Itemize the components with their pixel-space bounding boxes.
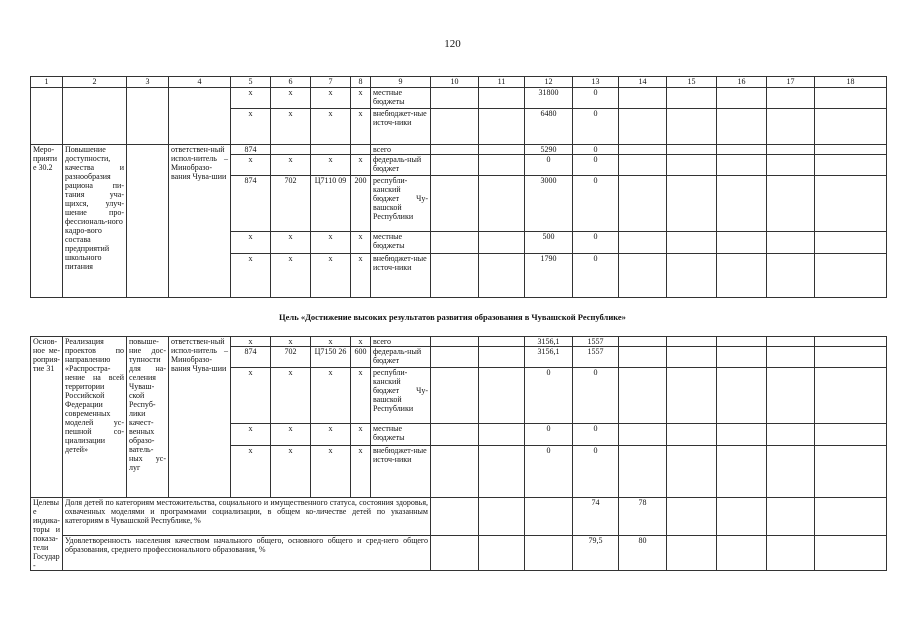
- cell: 500: [525, 232, 573, 254]
- cell: [479, 145, 525, 155]
- cell: 6480: [525, 109, 573, 145]
- cell: х: [231, 368, 271, 424]
- cell: [815, 368, 887, 424]
- cell: [667, 368, 717, 424]
- goal-title: Цель «Достижение высоких результатов развития образования в Чувашской Республике»: [279, 312, 626, 322]
- indicator-text: Удовлетворенность населения качеством начального общего, основного общего и сред-него общего образования, среднего профессионального образования, %: [63, 536, 431, 571]
- cell: [717, 254, 767, 298]
- cell: [767, 145, 815, 155]
- cell: [815, 109, 887, 145]
- cell: [815, 155, 887, 176]
- cell: [667, 254, 717, 298]
- cell: [767, 446, 815, 498]
- col-header: 3: [127, 77, 169, 88]
- cell: [431, 145, 479, 155]
- table-row: [31, 88, 887, 109]
- cell: [619, 109, 667, 145]
- cell: [717, 536, 767, 571]
- col-header: 18: [815, 77, 887, 88]
- cell: [667, 109, 717, 145]
- cell: [431, 337, 479, 347]
- cell: х: [231, 88, 271, 109]
- cell: федераль-ный бюджет: [371, 155, 431, 176]
- cell: [127, 145, 169, 298]
- measure-label: Основ-ное ме-роприя-тие 31: [31, 337, 63, 498]
- col-header: 8: [351, 77, 371, 88]
- cell: [619, 176, 667, 232]
- page-number: 120: [444, 38, 461, 50]
- cell: всего: [371, 145, 431, 155]
- cell: х: [351, 446, 371, 498]
- cell: х: [311, 109, 351, 145]
- cell: [717, 347, 767, 368]
- cell: [667, 337, 717, 347]
- cell: 1557: [573, 347, 619, 368]
- cell: [525, 536, 573, 571]
- cell: 0: [573, 254, 619, 298]
- cell: х: [231, 446, 271, 498]
- col-header: 6: [271, 77, 311, 88]
- cell: [815, 498, 887, 536]
- cell: [479, 155, 525, 176]
- column-header-row: [31, 77, 887, 88]
- cell: [311, 145, 351, 155]
- cell: внебюджет-ные источ-ники: [371, 446, 431, 498]
- table-row: [31, 536, 887, 571]
- cell: х: [351, 88, 371, 109]
- cell: [767, 109, 815, 145]
- col-header: 13: [573, 77, 619, 88]
- cell: [667, 424, 717, 446]
- cell: [431, 88, 479, 109]
- cell: 31800: [525, 88, 573, 109]
- cell: 702: [271, 176, 311, 232]
- cell: х: [231, 155, 271, 176]
- cell: [479, 368, 525, 424]
- cell: х: [311, 368, 351, 424]
- cell: республи-канский бюджет Чу-вашской Республики: [371, 368, 431, 424]
- cell: [479, 337, 525, 347]
- cell: 0: [573, 88, 619, 109]
- cell: [619, 446, 667, 498]
- cell: [667, 536, 717, 571]
- cell: 0: [525, 424, 573, 446]
- cell: 1557: [573, 337, 619, 347]
- cell: [667, 232, 717, 254]
- cell: [815, 232, 887, 254]
- cell: х: [231, 232, 271, 254]
- cell: федераль-ный бюджет: [371, 347, 431, 368]
- cell: местные бюджеты: [371, 88, 431, 109]
- cell: [127, 88, 169, 145]
- responsible-executor: ответствен-ный испол-нитель – Минобразо-вания Чува-шии: [169, 337, 231, 498]
- cell: [619, 337, 667, 347]
- cell: х: [351, 368, 371, 424]
- cell: 3156,1: [525, 347, 573, 368]
- cell: х: [271, 88, 311, 109]
- upper-table: [30, 76, 887, 298]
- cell: 0: [573, 446, 619, 498]
- expected-result: повыше-ние дос-тупности для на-селения Чуваш-ской Респуб-лики качест-венных образо-ватель-ных ус-луг: [127, 337, 169, 498]
- cell: х: [351, 254, 371, 298]
- cell: 200: [351, 176, 371, 232]
- cell: 0: [573, 145, 619, 155]
- cell: [479, 424, 525, 446]
- cell: [63, 88, 127, 145]
- cell: х: [271, 109, 311, 145]
- cell: х: [231, 254, 271, 298]
- cell: [31, 88, 63, 145]
- cell: 874: [231, 347, 271, 368]
- cell: 702: [271, 347, 311, 368]
- cell: [815, 446, 887, 498]
- table-row: [31, 498, 887, 536]
- cell: внебюджет-ные источ-ники: [371, 254, 431, 298]
- cell: х: [311, 446, 351, 498]
- cell: [619, 88, 667, 109]
- cell: [619, 424, 667, 446]
- cell: х: [271, 254, 311, 298]
- measure-description: Реализация проектов по направлению «Распростра-нение на всей территории Российской Федерации современных моделей ус-пешной со-циализации детей»: [63, 337, 127, 498]
- col-header: 14: [619, 77, 667, 88]
- cell: х: [351, 424, 371, 446]
- cell: [619, 145, 667, 155]
- cell: [767, 254, 815, 298]
- table-row: [31, 337, 887, 347]
- cell: х: [351, 109, 371, 145]
- cell: [717, 498, 767, 536]
- cell: [667, 498, 717, 536]
- cell: [667, 145, 717, 155]
- cell: [717, 232, 767, 254]
- cell: [431, 254, 479, 298]
- cell: [479, 446, 525, 498]
- cell: [815, 536, 887, 571]
- cell: 3156,1: [525, 337, 573, 347]
- cell: х: [311, 88, 351, 109]
- col-header: 7: [311, 77, 351, 88]
- col-header: 4: [169, 77, 231, 88]
- cell: х: [351, 155, 371, 176]
- cell: [767, 368, 815, 424]
- cell: [717, 446, 767, 498]
- cell: [431, 109, 479, 145]
- cell: [619, 155, 667, 176]
- cell: [767, 88, 815, 109]
- cell: 0: [525, 155, 573, 176]
- cell: 0: [573, 155, 619, 176]
- cell: [717, 337, 767, 347]
- col-header: 17: [767, 77, 815, 88]
- cell: х: [311, 254, 351, 298]
- cell: [479, 109, 525, 145]
- cell: 74: [573, 498, 619, 536]
- cell: [525, 498, 573, 536]
- table-row: [31, 145, 887, 155]
- col-header: 16: [717, 77, 767, 88]
- cell: х: [271, 424, 311, 446]
- cell: [431, 176, 479, 232]
- cell: [169, 88, 231, 145]
- cell: [431, 368, 479, 424]
- cell: х: [271, 368, 311, 424]
- cell: [815, 424, 887, 446]
- cell: х: [231, 424, 271, 446]
- cell: 0: [573, 424, 619, 446]
- cell: [767, 155, 815, 176]
- indicator-text: Доля детей по категориям местожительства, социального и имущественного статуса, состояния здоровья, охваченных моделями и программами социализации, в общем ко-личестве детей по указанным категориям в Чувашской Республике, %: [63, 498, 431, 536]
- cell: [479, 498, 525, 536]
- cell: [667, 347, 717, 368]
- cell: местные бюджеты: [371, 232, 431, 254]
- cell: [717, 155, 767, 176]
- cell: 78: [619, 498, 667, 536]
- cell: [619, 368, 667, 424]
- cell: х: [311, 337, 351, 347]
- cell: [431, 424, 479, 446]
- cell: х: [231, 109, 271, 145]
- cell: [717, 368, 767, 424]
- cell: [717, 88, 767, 109]
- cell: х: [271, 446, 311, 498]
- cell: [479, 536, 525, 571]
- cell: всего: [371, 337, 431, 347]
- cell: [619, 347, 667, 368]
- col-header: 9: [371, 77, 431, 88]
- cell: [815, 88, 887, 109]
- cell: [479, 232, 525, 254]
- cell: 1790: [525, 254, 573, 298]
- cell: [431, 536, 479, 571]
- col-header: 15: [667, 77, 717, 88]
- cell: [717, 176, 767, 232]
- cell: [667, 176, 717, 232]
- cell: [667, 155, 717, 176]
- cell: [431, 498, 479, 536]
- cell: 79,5: [573, 536, 619, 571]
- cell: 874: [231, 145, 271, 155]
- targets-label: Целевые индика-торы и показа-тели Государ-: [31, 498, 63, 571]
- cell: [479, 176, 525, 232]
- col-header: 2: [63, 77, 127, 88]
- cell: [815, 337, 887, 347]
- cell: [271, 145, 311, 155]
- cell: х: [231, 337, 271, 347]
- cell: х: [311, 232, 351, 254]
- col-header: 1: [31, 77, 63, 88]
- col-header: 12: [525, 77, 573, 88]
- cell: х: [351, 337, 371, 347]
- cell: 5290: [525, 145, 573, 155]
- cell: Ц7150 26: [311, 347, 351, 368]
- cell: [717, 424, 767, 446]
- cell: [767, 347, 815, 368]
- cell: [815, 347, 887, 368]
- cell: [479, 254, 525, 298]
- measure-description: Повышение доступности, качества и разнообразия рациона пи-тания уча-щихся, улуч-шение про-фессиональ-ного кадро-вого состава предприятий школьного питания: [63, 145, 127, 298]
- cell: 0: [573, 232, 619, 254]
- cell: [431, 232, 479, 254]
- cell: [815, 176, 887, 232]
- cell: 0: [573, 176, 619, 232]
- lower-table: [30, 336, 887, 571]
- cell: 0: [573, 109, 619, 145]
- cell: 874: [231, 176, 271, 232]
- cell: [431, 347, 479, 368]
- cell: [767, 232, 815, 254]
- cell: [619, 232, 667, 254]
- cell: [767, 424, 815, 446]
- cell: республи-канский бюджет Чу-вашской Республики: [371, 176, 431, 232]
- cell: х: [351, 232, 371, 254]
- cell: внебюджет-ные источ-ники: [371, 109, 431, 145]
- cell: [351, 145, 371, 155]
- cell: [767, 498, 815, 536]
- cell: [619, 254, 667, 298]
- col-header: 11: [479, 77, 525, 88]
- responsible-executor: ответствен-ный испол-нитель – Минобразо-вания Чува-шии: [169, 145, 231, 298]
- cell: Ц7110 09: [311, 176, 351, 232]
- cell: [815, 145, 887, 155]
- col-header: 10: [431, 77, 479, 88]
- cell: х: [311, 424, 351, 446]
- cell: местные бюджеты: [371, 424, 431, 446]
- cell: [431, 155, 479, 176]
- cell: 0: [525, 446, 573, 498]
- cell: х: [311, 155, 351, 176]
- cell: [431, 446, 479, 498]
- cell: 600: [351, 347, 371, 368]
- cell: [667, 446, 717, 498]
- cell: [479, 88, 525, 109]
- col-header: 5: [231, 77, 271, 88]
- cell: [479, 347, 525, 368]
- cell: х: [271, 232, 311, 254]
- measure-label: Меро-приятие 30.2: [31, 145, 63, 298]
- cell: [767, 536, 815, 571]
- cell: х: [271, 155, 311, 176]
- cell: 80: [619, 536, 667, 571]
- cell: [667, 88, 717, 109]
- cell: [717, 109, 767, 145]
- cell: 3000: [525, 176, 573, 232]
- cell: [815, 254, 887, 298]
- cell: 0: [525, 368, 573, 424]
- cell: х: [271, 337, 311, 347]
- cell: [767, 176, 815, 232]
- cell: [717, 145, 767, 155]
- cell: [767, 337, 815, 347]
- cell: 0: [573, 368, 619, 424]
